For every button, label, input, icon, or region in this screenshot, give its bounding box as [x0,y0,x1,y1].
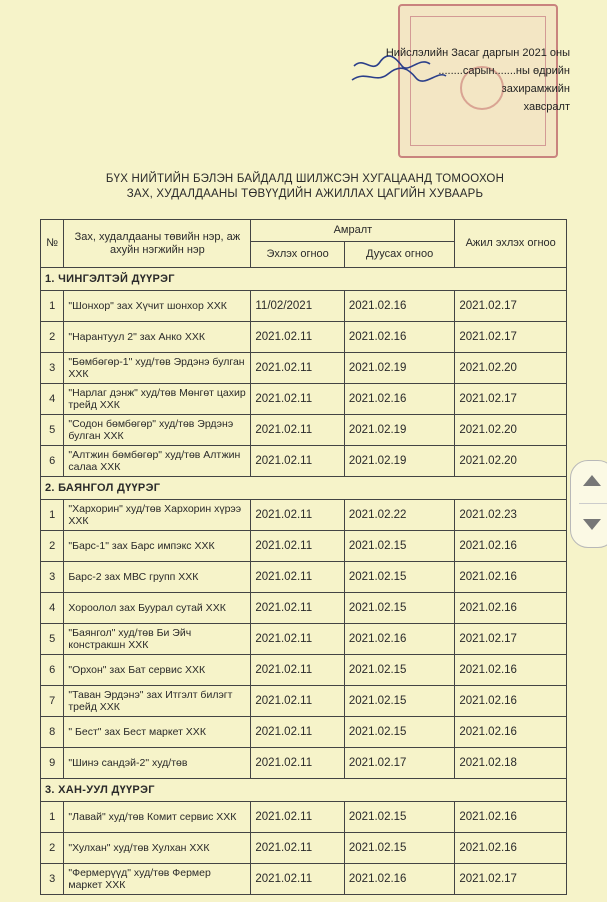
resume-date: 2021.02.23 [455,500,567,531]
resume-date: 2021.02.16 [455,562,567,593]
market-name: " Бест" зах Бест маркет ХХК [64,717,251,748]
row-number: 5 [41,415,64,446]
rest-start-date: 2021.02.11 [251,562,345,593]
table-row [41,802,567,833]
rest-end-date: 2021.02.16 [344,384,455,415]
section-row [41,268,567,291]
rest-end-date: 2021.02.19 [344,446,455,477]
resume-date: 2021.02.16 [455,531,567,562]
approval-line-4: хавсралт [523,101,570,113]
rest-start-date: 2021.02.11 [251,384,345,415]
table-row [41,833,567,864]
table-row [41,291,567,322]
resume-date: 2021.02.16 [455,717,567,748]
rest-start-date: 2021.02.11 [251,593,345,624]
rest-start-date: 2021.02.11 [251,322,345,353]
row-number: 2 [41,531,64,562]
approval-note [330,44,570,116]
market-name: "Алтжин бөмбөгөр" худ/төв Алтжин салаа ХХК [64,446,251,477]
table-body [41,268,567,895]
chevron-up-icon[interactable] [583,475,601,486]
section-row [41,779,567,802]
approval-line-1: Нийслэлийн Засаг даргын 2021 оны [385,47,570,59]
resume-date: 2021.02.16 [455,686,567,717]
table-row [41,624,567,655]
rest-end-date: 2021.02.16 [344,322,455,353]
rest-end-date: 2021.02.19 [344,415,455,446]
rest-end-date: 2021.02.15 [344,562,455,593]
header-resume: Ажил эхлэх огноо [455,220,567,268]
rest-end-date: 2021.02.15 [344,593,455,624]
resume-date: 2021.02.16 [455,655,567,686]
row-number: 3 [41,864,64,895]
rest-end-date: 2021.02.15 [344,655,455,686]
market-name: "Шинэ сандэй-2" худ/төв [64,748,251,779]
rest-end-date: 2021.02.15 [344,833,455,864]
table-row [41,864,567,895]
schedule-table [40,219,567,895]
rest-end-date: 2021.02.19 [344,353,455,384]
scroll-control [570,460,607,548]
rest-start-date: 2021.02.11 [251,864,345,895]
market-name: "Бөмбөгөр-1" худ/төв Эрдэнэ булган ХХК [64,353,251,384]
resume-date: 2021.02.17 [455,384,567,415]
table-row [41,353,567,384]
market-name: "Таван Эрдэнэ" зах Итгэлт билэгт трейд ХХК [64,686,251,717]
table-row [41,748,567,779]
header-rest: Амралт [251,220,455,242]
resume-date: 2021.02.16 [455,833,567,864]
table-row [41,593,567,624]
table-row [41,446,567,477]
market-name: Хороолол зах Буурал сутай ХХК [64,593,251,624]
title-line-2: ЗАХ, ХУДАЛДААНЫ ТӨВҮҮДИЙН АЖИЛЛАХ ЦАГИЙН ХУВААРЬ [126,188,484,200]
document-title [40,172,570,202]
market-name: "Нарлаг дэнж" худ/төв Мөнгөт цахир трейд ХХК [64,384,251,415]
table-row [41,562,567,593]
title-line-1: БҮХ НИЙТИЙН БЭЛЭН БАЙДАЛД ШИЛЖСЭН ХУГАЦААНД ТОМООХОН [105,173,505,185]
section-row [41,477,567,500]
resume-date: 2021.02.17 [455,322,567,353]
rest-start-date: 2021.02.11 [251,500,345,531]
row-number: 3 [41,562,64,593]
header-start: Эхлэх огноо [251,242,345,268]
resume-date: 2021.02.20 [455,446,567,477]
rest-start-date: 2021.02.11 [251,717,345,748]
market-name: "Шонхор" зах Хүчит шонхор ХХК [64,291,251,322]
rest-end-date: 2021.02.15 [344,717,455,748]
rest-end-date: 2021.02.15 [344,686,455,717]
resume-date: 2021.02.20 [455,415,567,446]
resume-date: 2021.02.20 [455,353,567,384]
resume-date: 2021.02.17 [455,864,567,895]
approval-line-3: захирамжийн [501,83,570,95]
rest-start-date: 2021.02.11 [251,802,345,833]
table-row [41,384,567,415]
rest-start-date: 11/02/2021 [251,291,345,322]
rest-start-date: 2021.02.11 [251,353,345,384]
table-row [41,686,567,717]
market-name: Барс-2 зах МВС групп ХХК [64,562,251,593]
row-number: 1 [41,500,64,531]
rest-start-date: 2021.02.11 [251,415,345,446]
table-row [41,655,567,686]
section-title: 3. ХАН-УУЛ ДҮҮРЭГ [41,779,567,802]
resume-date: 2021.02.16 [455,593,567,624]
table-row [41,415,567,446]
rest-start-date: 2021.02.11 [251,655,345,686]
row-number: 9 [41,748,64,779]
rest-end-date: 2021.02.22 [344,500,455,531]
market-name: "Хулхан" худ/төв Хулхан ХХК [64,833,251,864]
market-name: "Хархорин" худ/төв Хархорин хүрээ ХХК [64,500,251,531]
rest-end-date: 2021.02.16 [344,291,455,322]
table-row [41,500,567,531]
row-number: 5 [41,624,64,655]
row-number: 7 [41,686,64,717]
row-number: 1 [41,291,64,322]
resume-date: 2021.02.16 [455,802,567,833]
row-number: 2 [41,322,64,353]
approval-line-2: ........сарын.......ны өдрийн [438,65,570,77]
table-row [41,531,567,562]
market-name: "Нарантуул 2" зах Анко ХХК [64,322,251,353]
rest-start-date: 2021.02.11 [251,624,345,655]
market-name: "Фермерүүд" худ/төв Фермер маркет ХХК [64,864,251,895]
resume-date: 2021.02.17 [455,291,567,322]
row-number: 4 [41,593,64,624]
rest-end-date: 2021.02.15 [344,802,455,833]
chevron-down-icon[interactable] [583,519,601,530]
section-title: 2. БАЯНГОЛ ДҮҮРЭГ [41,477,567,500]
rest-end-date: 2021.02.16 [344,624,455,655]
row-number: 4 [41,384,64,415]
row-number: 8 [41,717,64,748]
row-number: 3 [41,353,64,384]
market-name: "Лавай" худ/төв Комит сервис ХХК [64,802,251,833]
row-number: 1 [41,802,64,833]
rest-end-date: 2021.02.15 [344,531,455,562]
rest-start-date: 2021.02.11 [251,833,345,864]
table-row [41,717,567,748]
header-end: Дуусах огноо [344,242,455,268]
resume-date: 2021.02.17 [455,624,567,655]
row-number: 6 [41,446,64,477]
market-name: "Орхон" зах Бат сервис ХХК [64,655,251,686]
header-name: Зах, худалдааны төвийн нэр, аж ахуйн нэгжийн нэр [64,220,251,268]
row-number: 6 [41,655,64,686]
table-header-row [41,220,567,242]
rest-end-date: 2021.02.17 [344,748,455,779]
header-no: № [41,220,64,268]
market-name: "Баянгол" худ/төв Би Эйч констракшн ХХК [64,624,251,655]
rest-start-date: 2021.02.11 [251,531,345,562]
row-number: 2 [41,833,64,864]
resume-date: 2021.02.18 [455,748,567,779]
section-title: 1. ЧИНГЭЛТЭЙ ДҮҮРЭГ [41,268,567,291]
rest-start-date: 2021.02.11 [251,748,345,779]
market-name: "Содон бөмбөгөр" худ/төв Эрдэнэ булган ХХК [64,415,251,446]
market-name: "Барс-1" зах Барс импэкс ХХК [64,531,251,562]
rest-start-date: 2021.02.11 [251,446,345,477]
rest-start-date: 2021.02.11 [251,686,345,717]
rest-end-date: 2021.02.16 [344,864,455,895]
table-row [41,322,567,353]
